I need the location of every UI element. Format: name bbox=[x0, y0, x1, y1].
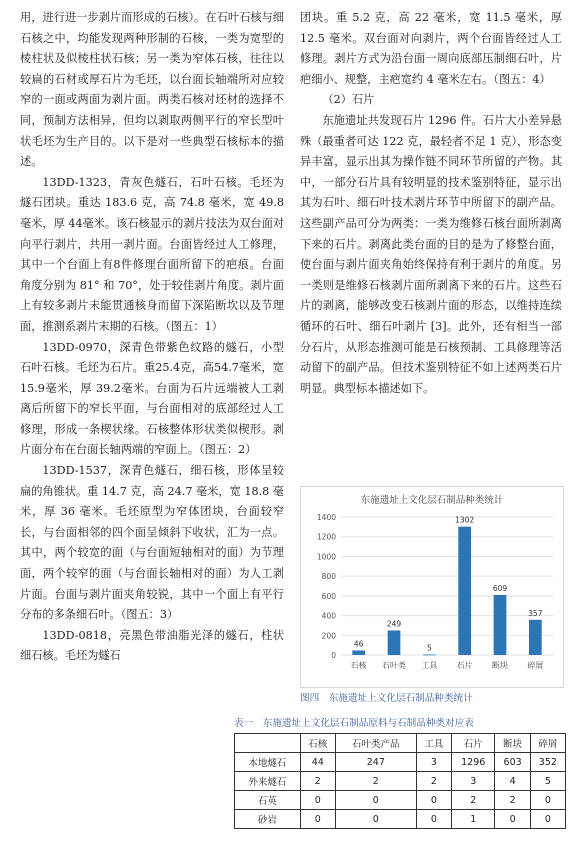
table-cell: 44 bbox=[300, 753, 335, 772]
bar bbox=[388, 630, 401, 655]
paragraph: 13DD-0970，深青色带紫色纹路的燧石，小型石叶石核。毛坯为石片。重25.4克，高54.7毫米，宽 15.9毫米，厚 39.2毫米。台面为石片远端被人工剥离后所留下的窄长平面，与台面相对的底部经过人工修理，形成一条楔状缘。石核整体形状类似楔形。剥片面分布在台面长轴两端的窄面上。（图五：2） bbox=[20, 340, 284, 457]
figure-caption: 图四 东施遗址上文化层石制品种类统计 bbox=[300, 693, 473, 704]
column-header: 碎屑 bbox=[530, 734, 565, 753]
table-cell: 0 bbox=[416, 810, 451, 829]
table-cell: 2 bbox=[416, 772, 451, 791]
paragraph: 用，进行进一步剥片而形成的石核）。在石叶石核与细石核之中，均能发现两种形制的石核，一类为宽型的棱柱状及似棱柱状石核；另一类为窄体石核，往往以较扁的石材或厚石片为毛坯，以台面长轴端所对应较窄的一面或两面为剥片面。两类石核对坯材的选择不同，预制方法相异，但均以剥取两侧平行的窄长型叶状毛坯为生产目的。以下是对一些典型石核标本的描述。 bbox=[20, 11, 284, 169]
table-cell: 352 bbox=[530, 753, 565, 772]
table-caption: 表一 东施遗址上文化层石制品原料与石制品种类对应表 bbox=[234, 718, 474, 729]
column-header bbox=[235, 734, 301, 753]
table-cell: 2 bbox=[495, 791, 530, 810]
table-cell: 0 bbox=[335, 810, 416, 829]
table-cell: 0 bbox=[300, 810, 335, 829]
row-label-cell: 本地燧石 bbox=[235, 753, 301, 772]
y-tick-label: 400 bbox=[321, 611, 336, 621]
data-label: 5 bbox=[426, 643, 432, 653]
x-tick-label: 石核 bbox=[350, 661, 367, 670]
x-tick-label: 工具 bbox=[421, 661, 438, 670]
table-cell: 0 bbox=[300, 791, 335, 810]
table-cell: 3 bbox=[451, 772, 495, 791]
x-tick-label: 石片 bbox=[456, 661, 473, 670]
bar-chart-figure bbox=[300, 486, 564, 688]
y-tick-label: 1400 bbox=[316, 513, 336, 522]
table-cell: 2 bbox=[335, 772, 416, 791]
table-row bbox=[235, 791, 566, 810]
data-label: 357 bbox=[528, 608, 543, 618]
paragraph: 东施遗址共发现石片 1296 件。石片大小差异悬殊（最重者可达 122 克，最轻者不足 1 克），形态变异丰富，显示出其为操作链不同环节所留的产物。其中，一部分石片具有较明显的技术鉴别特征，显示出其为石叶、细石叶技术剥片环节中所留下的副产品。这些副产品可分为两类：一类为维修石核台面所剥离下来的石片。剥离此类台面的目的是为了修整台面，使台面与剥片面夹角始终保持有利于剥片的角度。另一类则是维修石核剥片面所剥离下来的石片。这些石片的剥离，能够改变石核剥片面的形态，以维持连续循环的石叶、细石叶剥片 [3]。此外，还有相当一部分石片，从形态推测可能是石核预制、工具修理等活动留下的副产品。但技术鉴别特征不如上述两类石片明显。典型标本描述如下。 bbox=[300, 113, 562, 395]
paragraph: 团块。重 5.2 克，高 22 毫米，宽 11.5 毫米，厚 12.5 毫米。双台面对向剥片，两个台面皆经过人工修理。剥片方式为沿台面一周向底部压制细石叶，片疤细小、规整，主疤宽约 4 毫米左右。（图五：4） bbox=[300, 11, 562, 86]
table-cell: 0 bbox=[530, 810, 565, 829]
table-cell: 2 bbox=[300, 772, 335, 791]
paragraph: 13DD-0818，亮黑色带油脂光泽的燧石，柱状细石核。毛坯为燧石 bbox=[20, 628, 284, 663]
row-label-cell: 外来燧石 bbox=[235, 772, 301, 791]
y-tick-label: 600 bbox=[321, 591, 336, 601]
table-cell: 0 bbox=[416, 791, 451, 810]
table-cell: 5 bbox=[530, 772, 565, 791]
bar bbox=[352, 650, 365, 655]
row-label-cell: 石英 bbox=[235, 791, 301, 810]
data-label: 1302 bbox=[455, 515, 475, 525]
table-cell: 0 bbox=[530, 791, 565, 810]
table-row bbox=[235, 753, 566, 772]
table-row bbox=[235, 772, 566, 791]
x-tick-label: 断块 bbox=[492, 661, 508, 670]
column-header: 石叶类产品 bbox=[335, 734, 416, 753]
x-tick-label: 石叶类 bbox=[382, 661, 406, 670]
y-tick-label: 1200 bbox=[316, 532, 336, 542]
table-cell: 603 bbox=[495, 753, 530, 772]
column-header: 工具 bbox=[416, 734, 451, 753]
left-text-column bbox=[20, 8, 284, 667]
column-header: 断块 bbox=[495, 734, 530, 753]
table-cell: 3 bbox=[416, 753, 451, 772]
table-cell: 1296 bbox=[451, 753, 495, 772]
y-tick-label: 0 bbox=[331, 651, 336, 660]
table-cell: 2 bbox=[451, 791, 495, 810]
data-label: 249 bbox=[386, 619, 402, 629]
y-tick-label: 1000 bbox=[316, 552, 336, 562]
bar-chart bbox=[301, 487, 563, 687]
bar bbox=[529, 620, 542, 655]
bar bbox=[423, 655, 436, 656]
column-header: 石核 bbox=[300, 734, 335, 753]
table-cell: 0 bbox=[495, 810, 530, 829]
paragraph: 13DD-1537，深青色燧石，细石核，形体呈较扁的角锥状。重 14.7 克，高 24.7 毫米，宽 18.8 毫米，厚 36 毫米。毛坯原型为窄体团块，台面较窄长，与台面相邻的四个面呈倾斜下收状，汇为一点。其中，两个较宽的面（与台面短轴相对的面）为节理面，两个较窄的面（与台面长轴相对的面）为人工剥片面。台面与剥片面夹角较锐，其中一个面上有平行分布的多条细石叶。（图五：3） bbox=[20, 464, 284, 622]
chart-title: 东施遗址上文化层石制品种类统计 bbox=[360, 495, 504, 506]
data-label: 609 bbox=[492, 583, 508, 593]
paragraph: 13DD-1323，青灰色燧石，石叶石核。毛坯为燧石团块。重达 183.6 克，高 74.8 毫米，宽 49.8毫米，厚 44毫米。该石核显示的剥片技法为双台面对向平行剥片，共用一剥片面。台面皆经过人工修理，其中一个台面上有8件修理台面所留下的疤痕。台面角度分别为 81° 和 70°，处于较佳剥片角度。剥片面上有较多剥片未能贯通核身而留下深陷断坎以及节理面，推测系剥片末期的石核。（图五：1） bbox=[20, 175, 284, 333]
table-cell: 1 bbox=[451, 810, 495, 829]
table-header-row bbox=[235, 734, 566, 753]
right-text-column bbox=[300, 8, 562, 399]
table-row bbox=[235, 810, 566, 829]
bar bbox=[494, 595, 507, 655]
material-type-table bbox=[234, 733, 566, 829]
data-label: 46 bbox=[353, 639, 364, 649]
table-cell: 0 bbox=[335, 791, 416, 810]
x-tick-label: 碎屑 bbox=[527, 661, 544, 670]
y-tick-label: 200 bbox=[321, 631, 336, 641]
y-tick-label: 800 bbox=[321, 572, 336, 582]
table-cell: 4 bbox=[495, 772, 530, 791]
paragraph: （2）石片 bbox=[322, 93, 375, 107]
row-label-cell: 砂岩 bbox=[235, 810, 301, 829]
bar bbox=[458, 527, 471, 655]
column-header: 石片 bbox=[451, 734, 495, 753]
table-cell: 247 bbox=[335, 753, 416, 772]
